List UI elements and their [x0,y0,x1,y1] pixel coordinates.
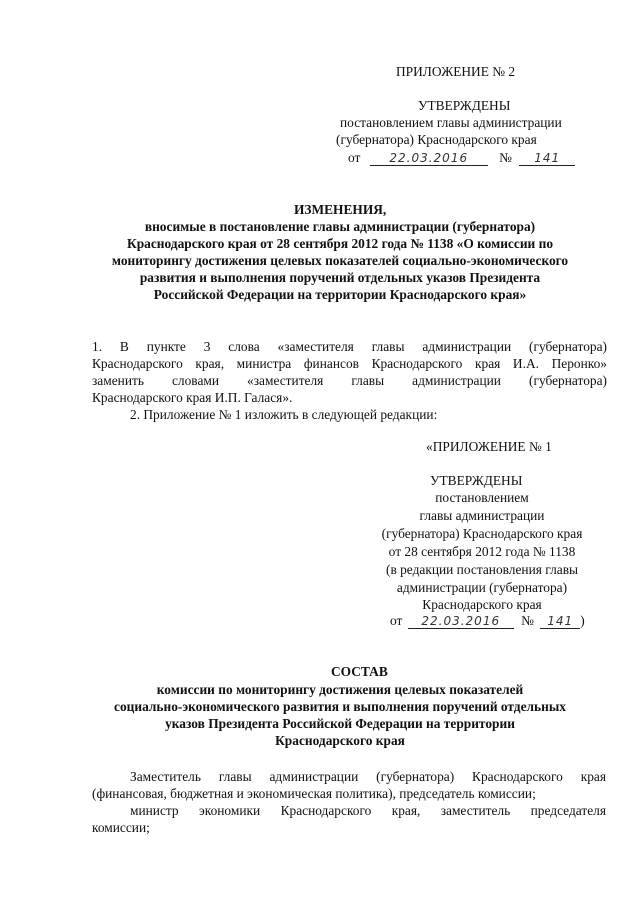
approved-line-2: (губернатора) Краснодарского края [336,132,537,147]
inner-appendix-number: «ПРИЛОЖЕНИЕ № 1 [426,439,552,454]
composition-line-2: социально-экономического развития и выполнения поручений отдельных [114,699,566,714]
member-1-line-1: Заместитель главы администрации (губернатора) Краснодарского края [130,769,606,784]
document-heading: ИЗМЕНЕНИЯ, [294,202,387,217]
inner-approved-label: УТВЕРЖДЕНЫ [430,473,523,488]
inner-number-sign: № [521,613,534,628]
inner-line-4: от 28 сентября 2012 года № 1138 [388,544,576,559]
inner-date-prefix: от [390,613,403,628]
inner-line-5: (в редакции постановления главы [385,562,579,577]
member-1-line-2: (финансовая, бюджетная и экономическая политика), председатель комиссии; [92,786,536,801]
inner-line-7: Краснодарского края [422,597,542,612]
inner-line-6: администрации (губернатора) [396,580,568,595]
member-2-line-1: министр экономики Краснодарского края, заместитель председателя [130,803,606,818]
paragraph-1-line-3: заменить словами «заместителя главы администрации (губернатора) [92,373,607,388]
composition-heading: СОСТАВ [331,664,388,679]
date-prefix: от [348,150,361,165]
inner-line-2: главы администрации [419,508,545,523]
composition-line-3: указов Президента Российской Федерации на территории [165,716,515,731]
inner-handwritten-number: 141 [540,613,580,629]
inner-line-3: (губернатора) Краснодарского края [381,526,583,541]
title-line-1: вносимые в постановление главы администрации (губернатора) [144,219,536,234]
number-sign: № [499,150,512,165]
approval-date-line [348,149,575,166]
paragraph-1-line-4: Краснодарского края И.П. Галася». [92,390,293,405]
inner-closing-paren: ) [580,613,585,628]
title-line-2: Краснодарского края от 28 сентября 2012 года № 1138 «О комиссии по [126,236,554,251]
inner-line-1: постановлением [435,490,529,505]
approved-label: УТВЕРЖДЕНЫ [418,98,511,113]
appendix-number: ПРИЛОЖЕНИЕ № 2 [396,64,516,79]
paragraph-2: 2. Приложение № 1 изложить в следующей редакции: [130,407,438,422]
title-line-5: Российской Федерации на территории Краснодарского края» [153,287,527,302]
paragraph-1-line-2: Краснодарского края, министра финансов Краснодарского края И.А. Перонко» [92,356,607,371]
inner-handwritten-date: 22.03.2016 [408,613,514,629]
title-line-4: развития и выполнения поручений отдельных указов Президента [139,270,541,285]
handwritten-number: 141 [519,150,575,166]
inner-date-line [390,612,585,629]
paragraph-1-line-1: 1. В пункте 3 слова «заместителя главы администрации (губернатора) [92,339,607,354]
composition-line-1: комиссии по мониторингу достижения целевых показателей [156,682,524,697]
composition-line-4: Краснодарского края [275,733,405,748]
handwritten-date: 22.03.2016 [370,150,488,166]
approved-line-1: постановлением главы администрации [340,115,562,130]
title-line-3: мониторингу достижения целевых показателей социально-экономического [111,253,569,268]
member-2-line-2: комиссии; [92,820,150,835]
